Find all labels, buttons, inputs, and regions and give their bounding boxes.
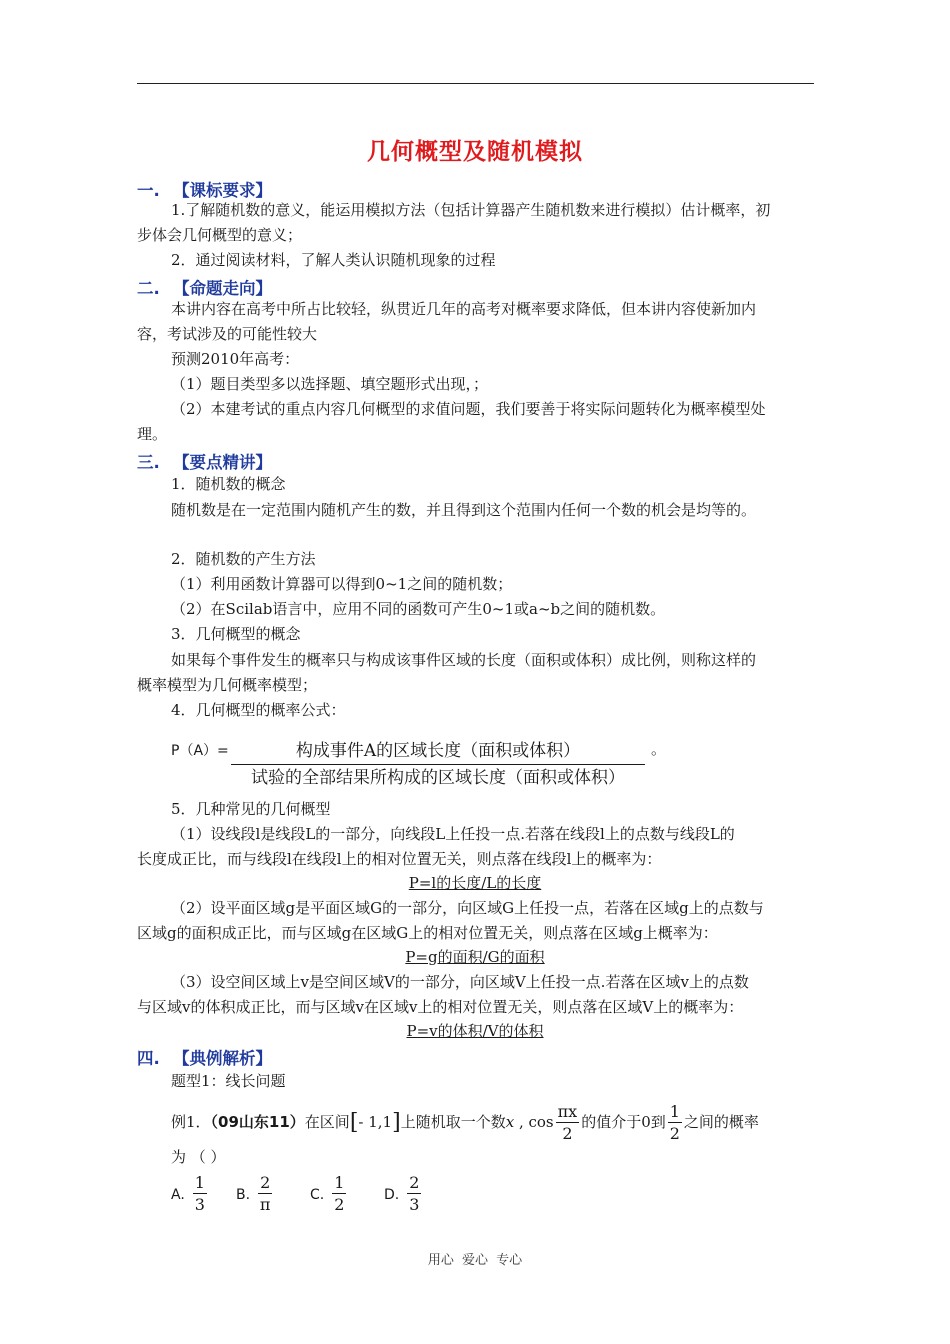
paragraph: 1.了解随机数的意义，能运用模拟方法（包括计算器产生随机数来进行模拟）估计概率，初: [171, 201, 771, 219]
formula-denominator: 试验的全部结果所构成的区域长度（面积或体积）: [251, 768, 625, 788]
option-c[interactable]: C. $\frac{1}{2}$: [310, 1173, 345, 1214]
formula-line: P=v的体积/V的体积: [406, 1022, 544, 1040]
paragraph: （3）设空间区域上v是空间区域V的一部分，向区域V上任投一点.若落在区域v上的点数: [171, 973, 749, 991]
paragraph: 如果每个事件发生的概率只与构成该事件区域的长度（面积或体积）成比例，则称这样的: [171, 651, 757, 669]
paragraph: 长度成正比，而与线段l在线段l上的相对位置无关，则点落在线段l上的概率为：: [137, 850, 662, 868]
subheading: 1．随机数的概念: [171, 475, 286, 493]
section-heading-2: 二. 【命题走向】: [137, 279, 272, 298]
page-title: 几何概型及随机模拟: [367, 139, 583, 165]
paragraph: 概率模型为几何概率模型；: [137, 676, 318, 694]
subheading: 题型1：线长问题: [171, 1072, 286, 1090]
paragraph: 理。: [137, 425, 168, 443]
paragraph: 容，考试涉及的可能性较大: [137, 325, 318, 343]
section-heading-1: 一. 【课标要求】: [137, 181, 272, 200]
paragraph: （2）在Scilab语言中，应用不同的函数可产生0~1或a~b之间的随机数。: [171, 600, 666, 618]
paragraph: 步体会几何概型的意义；: [137, 226, 303, 244]
paragraph: （2）本建考试的重点内容几何概型的求值问题，我们要善于将实际问题转化为概率模型处: [171, 400, 766, 418]
subheading: 4．几何概型的概率公式：: [171, 701, 346, 719]
paragraph: 2．通过阅读材料，了解人类认识随机现象的过程: [171, 251, 496, 269]
subheading: 2．随机数的产生方法: [171, 550, 316, 568]
paragraph: （1）题目类型多以选择题、填空题形式出现，；: [171, 375, 489, 393]
paragraph: （2）设平面区域g是平面区域G的一部分，向区域G上任投一点，若落在区域g上的点数与: [171, 899, 764, 917]
paragraph: 预测2010年高考：: [171, 350, 300, 368]
option-b[interactable]: B. $\frac{2}{\pi}$: [236, 1173, 271, 1214]
section-heading-4: 四. 【典例解析】: [137, 1049, 272, 1068]
section-heading-3: 三. 【要点精讲】: [137, 453, 272, 472]
subheading: 5．几种常见的几何概型: [171, 800, 331, 818]
paragraph: 区域g的面积成正比，而与区域g在区域G上的相对位置无关，则点落在区域g上概率为：: [137, 924, 718, 942]
paragraph: 随机数是在一定范围内随机产生的数，并且得到这个范围内任何一个数的机会是均等的。: [171, 501, 757, 519]
option-a[interactable]: A. $\frac{1}{3}$: [171, 1173, 205, 1214]
example-question-cont: 为 （ ）: [171, 1148, 226, 1166]
formula-lhs: P（A）=: [171, 743, 229, 759]
formula-numerator: 构成事件A的区域长度（面积或体积）: [295, 741, 581, 761]
formula-line: P=l的长度/L的长度: [408, 874, 542, 892]
paragraph: 本讲内容在高考中所占比较轻，纵贯近几年的高考对概率要求降低，但本讲内容使新加内: [171, 300, 757, 318]
example-question: 例1．（09山东11）在区间[- 1,1]上随机取一个数x , cos $\frac{\pi x}{2}$ 的值介于0到 $\frac{1}{2}$ 之间的概率: [171, 1101, 759, 1143]
option-d[interactable]: D. $\frac{2}{3}$: [384, 1173, 420, 1214]
paragraph: 与区域v的体积成正比，而与区域v在区域v上的相对位置无关，则点落在区域V上的概率为：: [137, 998, 744, 1016]
header-rule: [137, 83, 814, 84]
paragraph: （1）利用函数计算器可以得到0~1之间的随机数；: [171, 575, 513, 593]
formula-line: P=g的面积/G的面积: [405, 948, 545, 966]
page-footer: 用心 爱心 专心: [427, 1253, 523, 1268]
formula-end: 。: [651, 740, 667, 758]
subheading: 3．几何概型的概念: [171, 625, 301, 643]
paragraph: （1）设线段l是线段L的一部分，向线段L上任投一点.若落在线段l上的点数与线段L的: [171, 825, 735, 843]
probability-formula: [171, 736, 731, 792]
